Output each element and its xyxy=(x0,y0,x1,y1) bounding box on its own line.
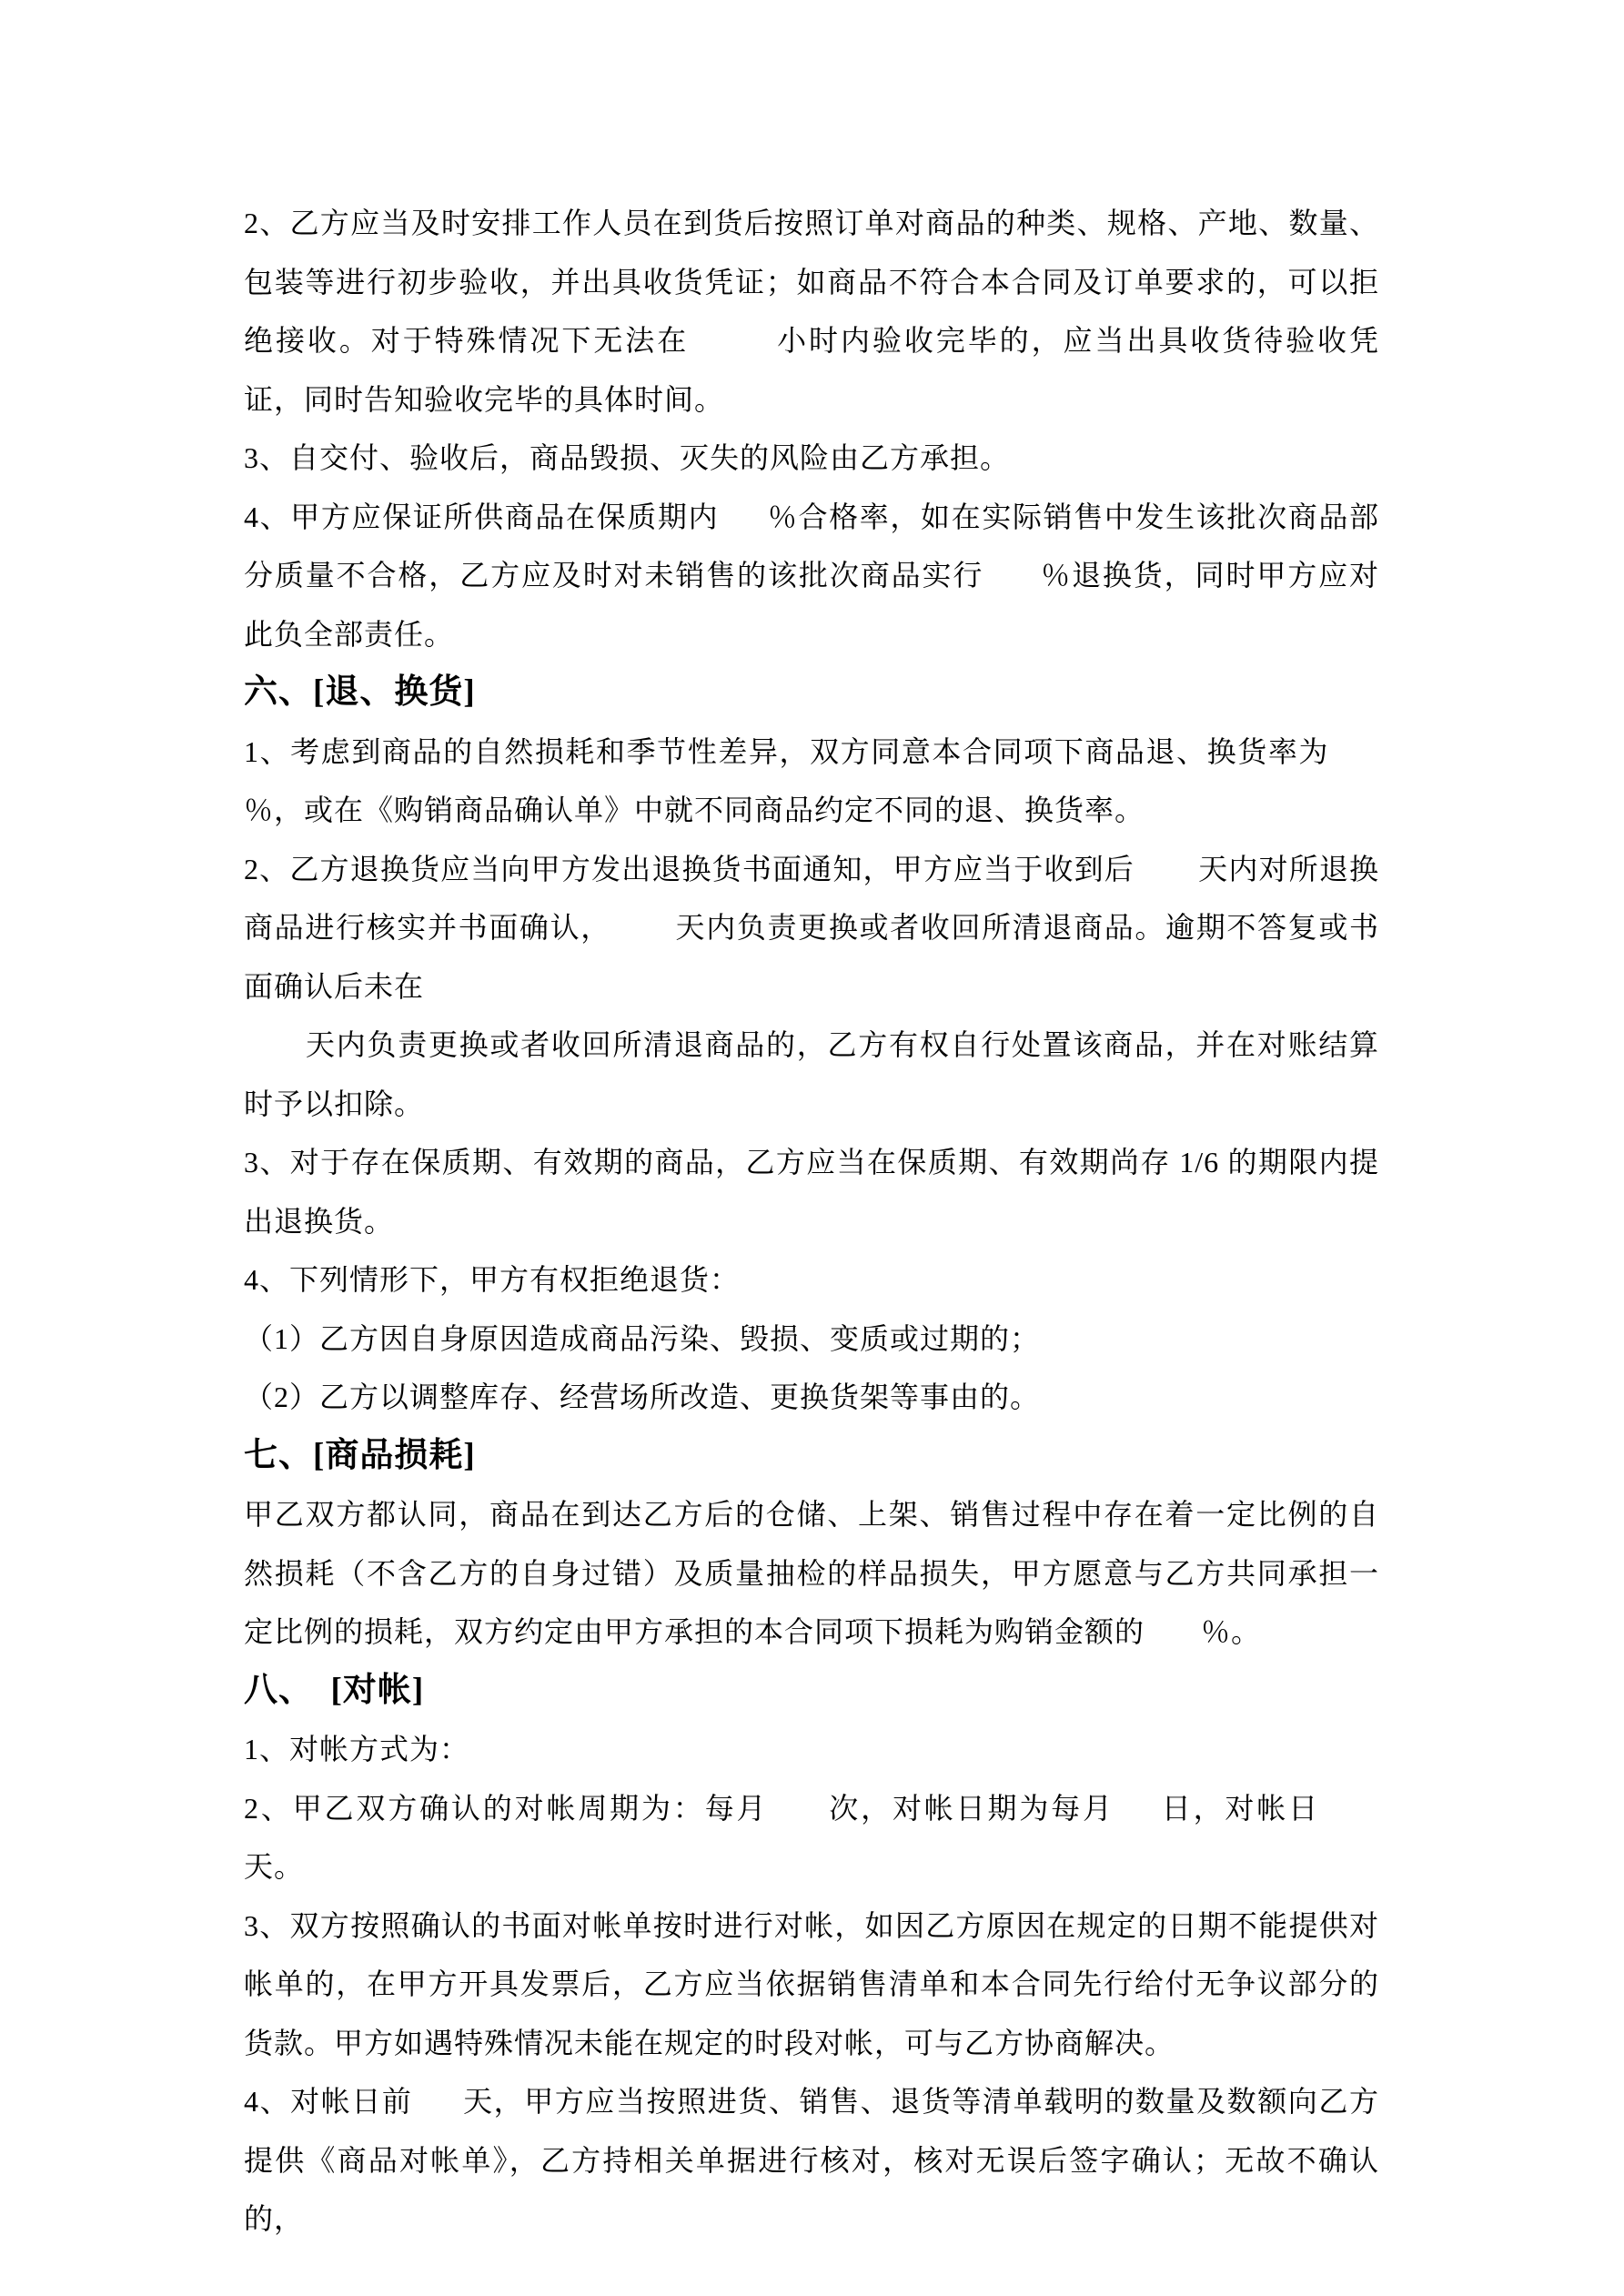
paragraph: 4、对帐日前 天，甲方应当按照进货、销售、退货等清单载明的数量及数额向乙方提供《商品对帐单》，乙方持相关单据进行核对，核对无误后签字确认；无故不确认的， xyxy=(244,2085,1379,2235)
paragraph: 3、自交付、验收后，商品毁损、灭失的风险由乙方承担。 xyxy=(244,441,1011,474)
section-heading: 八、 [对帐] xyxy=(244,1671,425,1709)
paragraph: （1）乙方因自身原因造成商品污染、毁损、变质或过期的； xyxy=(244,1321,1041,1355)
blank-fill-field xyxy=(1115,1817,1160,1818)
paragraph: 甲乙双方都认同，商品在到达乙方后的仓储、上架、销售过程中存在着一定比例的自然损耗（不含乙方的自身过错）及质量抽检的样品损失，甲方愿意与乙方共同承担一定比例的损耗，双方约定由甲方承担的本合同项下损耗为购销金额的 ％。 xyxy=(244,1498,1379,1648)
blank-fill-field xyxy=(1320,1817,1379,1818)
section-heading: 七、[商品损耗] xyxy=(244,1436,476,1474)
paragraph: 4、甲方应保证所供商品在保质期内 ％合格率，如在实际销售中发生该批次商品部分质量不合格，乙方应及时对未销售的该批次商品实行 ％退换货，同时甲方应对此负全部责任。 xyxy=(244,500,1379,651)
blank-fill-field xyxy=(983,584,1040,585)
blank-fill-field xyxy=(719,526,767,527)
blank-fill-field xyxy=(1135,878,1198,879)
blank-fill-field xyxy=(1145,1641,1201,1642)
paragraph: 天内负责更换或者收回所清退商品的，乙方有权自行处置该商品，并在对账结算时予以扣除。 xyxy=(244,1028,1379,1120)
paragraph: 2、甲乙双方确认的对帐周期为：每月 次，对帐日期为每月 日，对帐日天。 xyxy=(244,1779,1379,1896)
blank-fill-field xyxy=(768,1817,827,1818)
paragraph: （2）乙方以调整库存、经营场所改造、更换货架等事由的。 xyxy=(244,1381,1041,1413)
paragraph: 4、下列情形下，甲方有权拒绝退货： xyxy=(244,1263,741,1296)
blank-fill-field xyxy=(1329,761,1379,762)
paragraph: 3、对于存在保质期、有效期的商品，乙方应当在保质期、有效期尚存 1/6 的期限内提出退换货。 xyxy=(244,1146,1379,1238)
document-content xyxy=(244,194,1379,2249)
section-heading: 六、[退、换货] xyxy=(244,673,476,711)
paragraph: 1、考虑到商品的自然损耗和季节性差异，双方同意本合同项下商品退、换货率为％，或在《购销商品确认单》中就不同商品约定不同的退、换货率。 xyxy=(244,723,1379,840)
paragraph: 1、对帐方式为： xyxy=(244,1733,470,1765)
blank-fill-field xyxy=(611,936,675,937)
blank-fill-field xyxy=(413,2110,463,2111)
blank-fill-field xyxy=(689,349,775,350)
paragraph: 2、乙方退换货应当向甲方发出退换货书面通知，甲方应当于收到后 天内对所退换商品进行核实并书面确认， 天内负责更换或者收回所清退商品。逾期不答复或书面确认后未在 xyxy=(244,852,1379,1003)
paragraph: 3、双方按照确认的书面对帐单按时进行对帐，如因乙方原因在规定的日期不能提供对帐单的，在甲方开具发票后，乙方应当依据销售清单和本合同先行给付无争议部分的货款。甲方如遇特殊情况未能在规定的时段对帐，可与乙方协商解决。 xyxy=(244,1908,1379,2059)
paragraph: 2、乙方应当及时安排工作人员在到货后按照订单对商品的种类、规格、产地、数量、包装等进行初步验收，并出具收货凭证；如商品不符合本合同及订单要求的，可以拒绝接收。对于特殊情况下无法在 小时内验收完毕的，应当出具收货待验收凭证，同时告知验收完毕的具体时间。 xyxy=(244,207,1379,416)
